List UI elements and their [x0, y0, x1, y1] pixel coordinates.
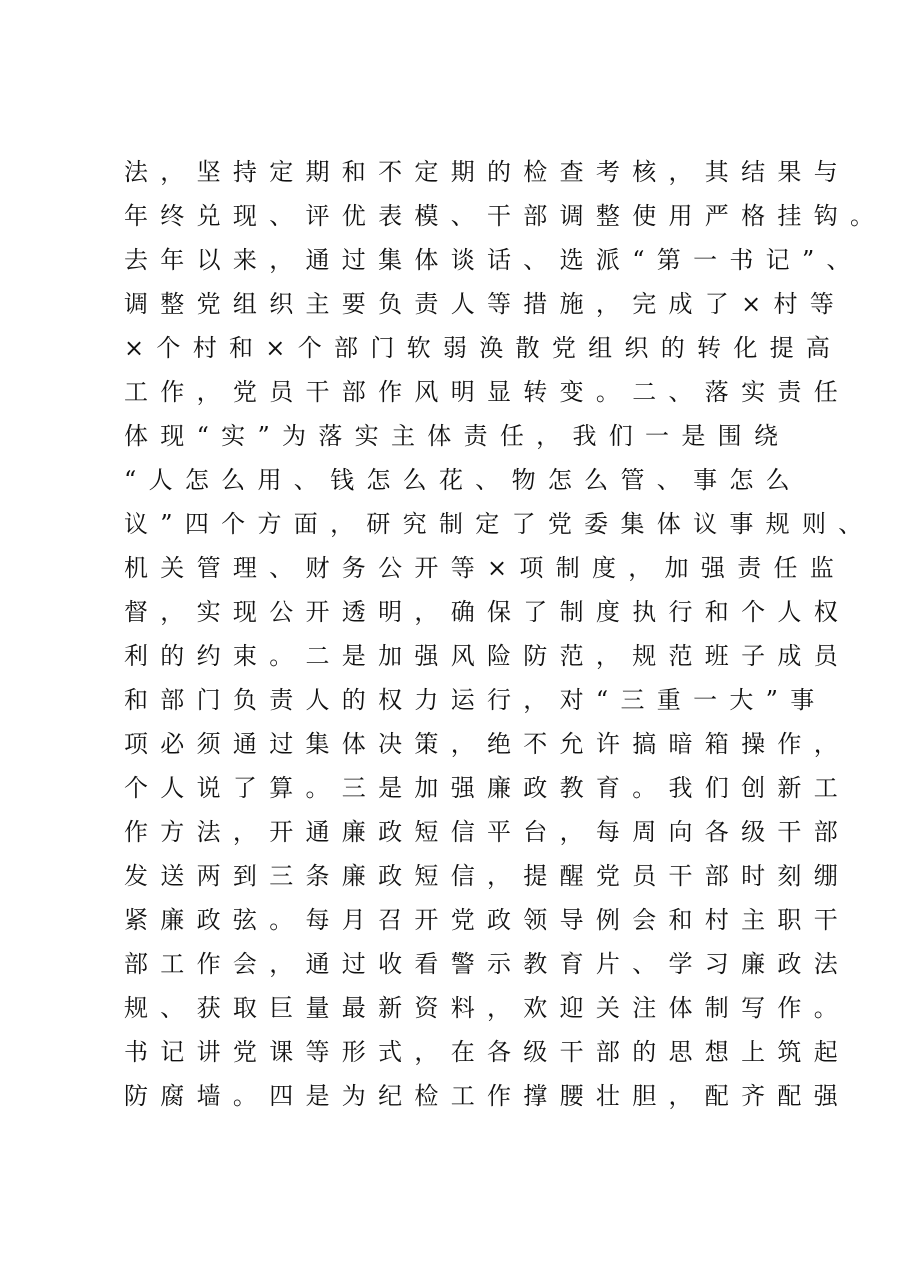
- text-line: 部工作会，通过收看警示教育片、学习廉政法: [124, 950, 850, 978]
- text-line: 和部门负责人的权力运行，对“三重一大”事: [124, 686, 827, 714]
- text-line: 个人说了算。三是加强廉政教育。我们创新工: [124, 774, 850, 802]
- text-line: 去年以来，通过集体谈话、选派“第一书记”、: [124, 246, 863, 274]
- text-line: “人怎么用、钱怎么花、物怎么管、事怎么: [124, 466, 802, 494]
- text-line: 督，实现公开透明，确保了制度执行和个人权: [124, 598, 850, 626]
- text-line: 调整党组织主要负责人等措施，完成了×村等: [124, 290, 847, 318]
- body-text: [124, 150, 904, 1118]
- text-line: 法，坚持定期和不定期的检查考核，其结果与: [124, 158, 850, 186]
- text-line: 作方法，开通廉政短信平台，每周向各级干部: [124, 818, 850, 846]
- text-line: 体现“实”为落实主体责任，我们一是围绕: [124, 422, 791, 450]
- text-line: 发送两到三条廉政短信，提醒党员干部时刻绷: [124, 862, 850, 890]
- text-line: ×个村和×个部门软弱涣散党组织的转化提高: [124, 334, 843, 362]
- text-line: 规、获取巨量最新资料，欢迎关注体制写作。: [124, 994, 850, 1022]
- text-line: 机关管理、财务公开等×项制度，加强责任监: [124, 554, 847, 582]
- text-line: 利的约束。二是加强风险防范，规范班子成员: [124, 642, 850, 670]
- text-line: 工作，党员干部作风明显转变。二、落实责任: [124, 378, 850, 406]
- text-line: 项必须通过集体决策，绝不允许搞暗箱操作，: [124, 730, 850, 758]
- text-line: 防腐墙。四是为纪检工作撑腰壮胆，配齐配强: [124, 1082, 850, 1110]
- text-line: 书记讲党课等形式，在各级干部的思想上筑起: [124, 1038, 850, 1066]
- text-line: 年终兑现、评优表模、干部调整使用严格挂钩。: [124, 202, 887, 230]
- text-line: 紧廉政弦。每月召开党政领导例会和村主职干: [124, 906, 850, 934]
- text-line: 议”四个方面，研究制定了党委集体议事规则、: [124, 510, 875, 538]
